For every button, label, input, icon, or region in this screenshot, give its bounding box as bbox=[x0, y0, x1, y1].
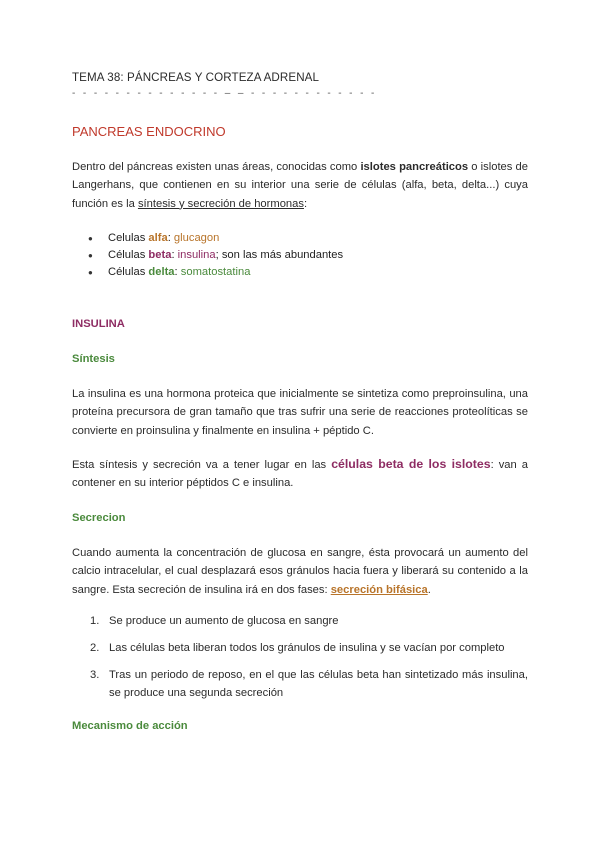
step-text: Se produce un aumento de glucosa en sangre bbox=[109, 615, 339, 627]
subheading-mecanismo: Mecanismo de acción bbox=[72, 720, 188, 732]
intro-bold-islotes: islotes pancreáticos bbox=[360, 161, 469, 173]
sintesis-paragraph-1: La insulina es una hormona proteica que inicialmente se sintetiza como preproinsulina, una proteína precursora de gran tamaño que tras sufrir una serie de reacciones proteolíticas se convierte en proinsulina y finalmente en insulina + péptido C. bbox=[72, 388, 528, 437]
cell-types-list bbox=[108, 230, 528, 281]
secrecion-bifasica-link[interactable]: secreción bifásica bbox=[330, 583, 428, 596]
step-text: Las células beta liberan todos los gránulos de insulina y se vacían por completo bbox=[109, 642, 505, 654]
subheading-secrecion: Secrecion bbox=[72, 512, 126, 524]
section-heading-pancreas: PANCREAS ENDOCRINO bbox=[72, 124, 226, 139]
pancreas-intro-paragraph bbox=[72, 158, 528, 213]
title-divider: - - - - - - - - - - - - - - – – - - - - - - - - - - - - bbox=[72, 88, 377, 99]
sintesis-paragraph-2: Esta síntesis y secreción va a tener lugar en las células beta de los islotes: van a contener en su interior péptidos C e insulina. bbox=[72, 457, 528, 490]
step-text: Tras un periodo de reposo, en el que las células beta han sintetizado más insulina, se produce una segunda secreción bbox=[109, 669, 528, 700]
intro-text-1: Dentro del páncreas existen unas áreas, conocidas como bbox=[72, 161, 361, 173]
bold-celulas-beta: células beta de los islotes bbox=[331, 457, 491, 471]
step-number: 2. bbox=[90, 642, 100, 654]
secrecion-paragraph: Cuando aumenta la concentración de glucosa en sangre, ésta provocará un aumento del calcio intracelular, el cual desplazará esos gránulos hacia fuera y liberará su contenido a la sangre. Esta secreción de insulina irá en dos fases: secreción bifásica. bbox=[72, 547, 528, 596]
list-item-delta: ● Células delta: somatostatina bbox=[108, 264, 528, 281]
intro-text-2: o islotes de Langerhans, que contienen en su interior una serie de células (alfa, beta, delta...) cuya función es la bbox=[72, 161, 528, 210]
intro-text-3: : bbox=[303, 197, 308, 210]
step-number: 1. bbox=[90, 615, 100, 627]
intro-underline-hormonas: síntesis y secreción de hormonas bbox=[137, 197, 304, 210]
step-number: 3. bbox=[90, 669, 100, 681]
section-heading-insulina: INSULINA bbox=[72, 318, 125, 330]
page-title: TEMA 38: PÁNCREAS Y CORTEZA ADRENAL bbox=[72, 71, 320, 84]
list-item-alfa: ● Celulas alfa: glucagon bbox=[108, 230, 528, 247]
list-item-beta: ● Células beta: insulina; son las más abundantes bbox=[108, 247, 528, 264]
subheading-sintesis: Síntesis bbox=[72, 353, 115, 365]
